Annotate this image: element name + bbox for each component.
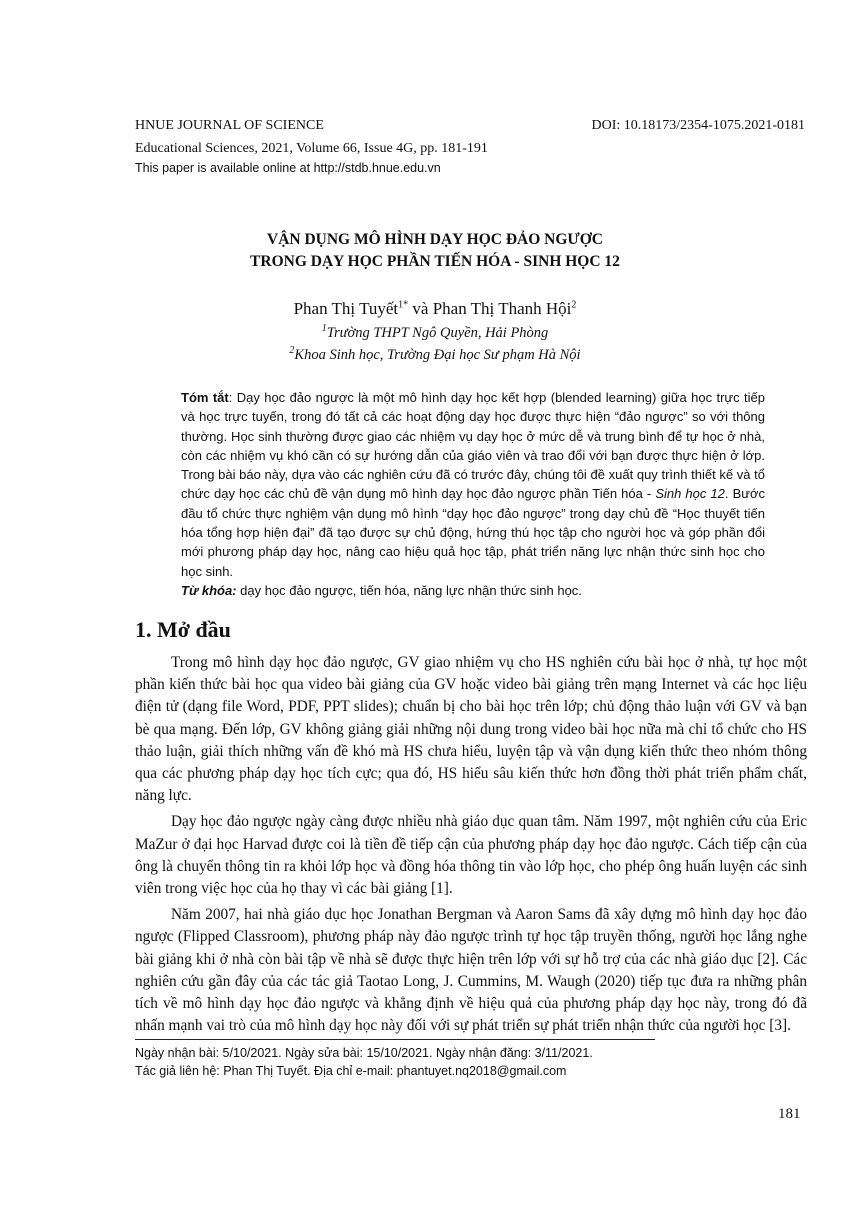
author-2-sup: 2 — [571, 299, 577, 311]
paragraph-1: Trong mô hình dạy học đảo ngược, GV giao nhiệm vụ cho HS nghiên cứu bài học ở nhà, tự học một phần kiến thức bài học qua video bài giảng của GV hoặc video bài giảng trên mạng Internet và các học liệu điện tử (dạng file Word, PDF, PPT slides); chuẩn bị cho bài học trên lớp; chủ động thảo luận với GV và bạn bè qua mạng. Đến lớp, GV không giảng giải những nội dung trong video bài học nữa mà chỉ tổ chức cho HS thảo luận, giải thích những vấn đề khó mà HS chưa hiểu, luyện tập và vận dụng kiến thức theo nhóm thông qua các phương pháp dạy học tích cực; qua đó, HS hiểu sâu kiến thức hơn đồng thời phát triển phẩm chất, năng lực. — [135, 654, 807, 805]
journal-name: HNUE JOURNAL OF SCIENCE — [135, 118, 324, 133]
keywords-label: Từ khóa: — [181, 582, 237, 598]
affiliation-1-text: Trường THPT Ngô Quyền, Hải Phòng — [326, 325, 549, 341]
affiliation-2-text: Khoa Sinh học, Trường Đại học Sư phạm Hà Nội — [294, 347, 581, 363]
abstract-body — [181, 388, 765, 581]
journal-header — [135, 117, 805, 177]
paragraph-2: Dạy học đảo ngược ngày càng được nhiều nhà giáo dục quan tâm. Năm 1997, một nghiên cứu của Eric MaZur ở đại học Harvad được coi là tiền đề tiếp cận của phương pháp dạy học đảo ngược. Cách tiếp cận của ông là chuyển thông tin ra khỏi lớp học và đồng hóa thông tin vào lớp học, cho phép ông huấn luyện các sinh viên trong việc học của họ thay vì các bài giảng [1]. — [135, 813, 807, 898]
author-1: Phan Thị Tuyết — [293, 299, 399, 318]
affiliation-1 — [135, 322, 735, 344]
author-conj: và — [408, 299, 433, 318]
paper-title — [135, 229, 735, 273]
paragraph-3: Năm 2007, hai nhà giáo dục học Jonathan Bergman và Aaron Sams đã xây dựng mô hình dạy học đảo ngược (Flipped Classroom), phương pháp này đảo ngược trình tự học tập truyền thống, người học lắng nghe bài giảng khi ở nhà còn bài tập về nhà sẽ được thực hiện trên lớp với sự hỗ trợ của các nhà giáo dục [2]. Các nghiên cứu gần đây của các tác giả Taotao Long, J. Cummins, M. Waugh (2020) tiếp tục đưa ra những phân tích về mô hình dạy học đảo ngược và khẳng định về hiệu quả của phương pháp dạy học này, trong đó đã nhấn mạnh vai trò của mô hình dạy học này đối với sự phát triển sự phát triển nhận thức của người học [3]. — [135, 906, 807, 1035]
issue-info: Educational Sciences, 2021, Volume 66, Issue 4G, pp. 181-191 — [135, 141, 488, 156]
online-info: This paper is available online at http://stdb.hnue.edu.vn — [135, 161, 441, 175]
title-line-2: TRONG DẠY HỌC PHẦN TIẾN HÓA - SINH HỌC 12 — [250, 253, 620, 270]
abstract-text-b: . Bước đầu tổ chức thực nghiệm vận dụng mô hình “dạy học đảo ngược” trong dạy chủ đề “Học thuyết tiến hóa tổng hợp hiện đại” đã tạo được sự chủ động, hứng thú học tập cho người học và góp phần đổi mới phương pháp dạy học, nâng cao hiệu quả học tập, phát triển năng lực nhận thức sinh học cho học sinh. — [181, 486, 766, 579]
author-2: Phan Thị Thanh Hội — [432, 299, 572, 318]
authors — [135, 298, 735, 320]
affiliation-2 — [135, 344, 735, 366]
footnote-dates: Ngày nhận bài: 5/10/2021. Ngày sửa bài: 15/10/2021. Ngày nhận đăng: 3/11/2021. — [135, 1046, 593, 1060]
abstract-label: Tóm tắt — [181, 390, 229, 405]
page-number: 181 — [778, 1106, 801, 1122]
abstract-text-italic: Sinh học 12 — [655, 486, 725, 502]
affiliation-1-sup: 1 — [321, 323, 327, 335]
keywords — [181, 581, 765, 600]
footnote-divider — [135, 1039, 655, 1040]
keywords-text: dạy học đảo ngược, tiến hóa, năng lực nhận thức sinh học. — [236, 582, 582, 598]
affiliation-2-sup: 2 — [289, 345, 295, 357]
section-heading: 1. Mở đầu — [135, 617, 231, 642]
abstract — [181, 388, 765, 600]
title-line-1: VẬN DỤNG MÔ HÌNH DẠY HỌC ĐẢO NGƯỢC — [267, 231, 603, 248]
footnote-contact: Tác giả liên hệ: Phan Thị Tuyết. Địa chỉ e-mail: phantuyet.nq2018@gmail.com — [135, 1064, 567, 1078]
abstract-text-a: : Dạy học đảo ngược là một mô hình dạy học kết hợp (blended learning) giữa học trực tiếp và học trực tuyến, trong đó tất cả các hoạt động dạy học được thực hiện “đảo ngược” so với thông thường. Học sinh thường được giao các nhiệm vụ dạy học ở mức dễ và trung bình để tự học ở nhà, còn các nhiệm vụ khó cần có sự hướng dẫn của giáo viên và trao đổi với bạn được thực hiện ở lớp. Trong bài báo này, dựa vào các nghiên cứu đã có trước đây, chúng tôi đề xuất quy trình thiết kế và tổ chức dạy học các chủ đề vận dụng mô hình dạy học đảo ngược phần Tiến hóa - — [181, 390, 765, 502]
author-1-sup: 1* — [398, 299, 409, 311]
section-body — [135, 652, 807, 1041]
doi: DOI: 10.18173/2354-1075.2021-0181 — [591, 118, 805, 133]
